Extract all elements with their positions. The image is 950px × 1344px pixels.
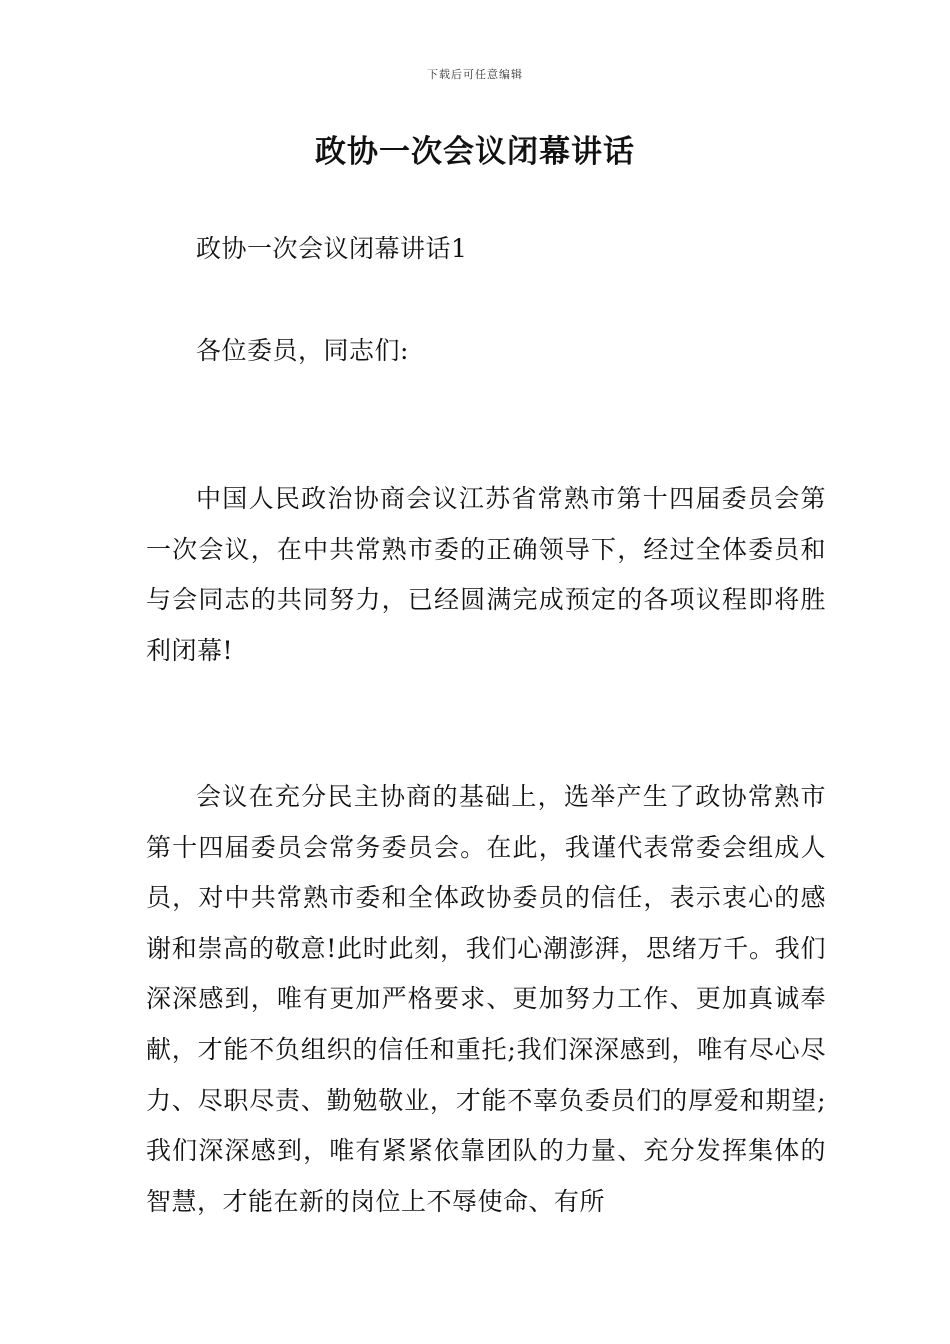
document-subtitle: 政协一次会议闭幕讲话1 [196, 234, 468, 263]
greeting: 各位委员，同志们: [196, 336, 409, 365]
document-title: 政协一次会议闭幕讲话 [315, 134, 635, 170]
paragraph-1: 中国人民政治协商会议江苏省常熟市第十四届委员会第一次会议，在中共常熟市委的正确领导下，经过全体委员和与会同志的共同努力，已经圆满完成预定的各项议程即将胜利闭幕! [146, 484, 826, 665]
paragraph-2: 会议在充分民主协商的基础上，选举产生了政协常熟市第十四届委员会常务委员会。在此，我谨代表常委会组成人员，对中共常熟市委和全体政协委员的信任，表示衷心的感谢和崇高的敬意!此时此刻，我们心潮澎湃，思绪万千。我们深深感到，唯有更加严格要求、更加努力工作、更加真诚奉献，才能不负组织的信任和重托;我们深深感到，唯有尽心尽力、尽职尽责、勤勉敬业，才能不辜负委员们的厚爱和期望;我们深深感到，唯有紧紧依靠团队的力量、充分发挥集体的智慧，才能在新的岗位上不辱使命、有所 [146, 782, 826, 1216]
header-note: 下载后可任意编辑 [427, 68, 523, 81]
